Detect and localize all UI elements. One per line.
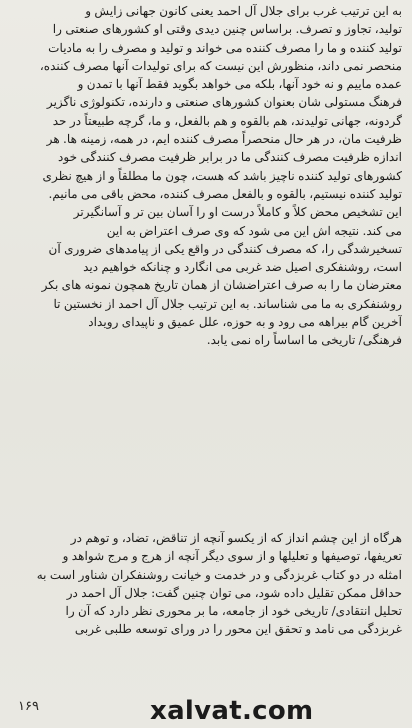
text-line: امثله در دو کتاب غربزدگی و در خدمت و خیانت روشنفکران شناور است به <box>36 567 402 582</box>
text-line: تعریفها، توصیفها و تعلیلها و از سوی دیگر آنچه از هرج و مرج شواهد و <box>62 549 402 564</box>
text-line: تولید کننده نیستیم، بالقوه و بالفعل مصرف کننده، محض باقی می مانیم. <box>48 186 402 201</box>
text-line: هرگاه از این چشم انداز که از یکسو آنچه از تناقض، تضاد، و توهم در <box>70 531 402 545</box>
text-line: فرهنگ مستولی شان بعنوان کشورهای صنعتی و دارنده، تکنولوژی ناگزیر <box>46 95 402 110</box>
text-line: روشنفکری به ما می شناساند. به این ترتیب جلال آل احمد از نخستین تا <box>53 296 402 311</box>
text-line: غربزدگی می نامد و تحقق این محور را در ورای توسعه طلبی غربی <box>74 622 402 637</box>
watermark-text: xalvat.com <box>150 696 314 726</box>
text-line: به این ترتیب غرب برای جلال آل احمد یعنی کانون جهانی زایش و <box>85 4 402 18</box>
paragraph-1 <box>12 2 402 350</box>
text-line: حداقل ممکن تقلیل داده شود، می توان چنین گفت: جلال آل احمد در <box>66 585 402 600</box>
text-line: کشورهای تولید کننده ناچیز باشد که هست، چون ما مطلقاً و از هیچ نظری <box>42 168 402 183</box>
text-line: تولید، تجاوز و تصرف. براساس چنین دیدی وقتی او کشورهای صنعتی را <box>52 22 402 37</box>
text-line: فرهنگی/ تاریخی ما اساساً راه نمی یابد. <box>206 333 402 348</box>
text-line: عمده ماییم و نه خود آنها، بلکه می خواهد بگوید فقط آنها با تمدن و <box>77 77 402 92</box>
text-line: معترضان ما را به صرف اعتراضشان از همان تاریخ همچون نمونه های بکر <box>41 278 402 293</box>
text-line: ظرفیت مان، در هر حال منحصراً مصرف کننده ایم، در همه، زمینه ها. هر <box>46 132 402 147</box>
paragraph-2 <box>12 529 402 639</box>
text-line: این تشخیص محض کلاً و کاملاً درست او را آسان بین تر و آسانگیرتر <box>73 205 402 220</box>
page-number: ۱۶۹ <box>18 699 39 714</box>
text-line: است، روشنفکری اصیل ضد غربی می انگارد و چنانکه خواهیم دید <box>83 260 402 275</box>
page-footer <box>0 692 412 728</box>
text-line: تسخیرشدگی را، که مصرف کنندگی در واقع یکی از پیامدهای ضروری آن <box>48 241 402 256</box>
text-line: تحلیل انتقادی/ تاریخی خود از جامعه، ما بر محوری نظر دارد که آن را <box>65 604 402 619</box>
text-line: می کند. نتیجه اش این می شود که وی صرف اعتراض به این <box>106 223 402 238</box>
text-line: گردونه، جهانی تولیدند، هم بالقوه و هم بالفعل، و ما، گرچه طبیعتاً در حد <box>52 113 402 128</box>
text-line: اندازه ظرفیت مصرف کنندگی ما در برابر ظرفیت مصرف کنندگی خود <box>57 150 402 165</box>
text-line: منحصر نمی داند، منظورش این نیست که برای تولیدات آنها مصرف کننده، <box>39 58 402 73</box>
text-line: تولید کننده و ما را مصرف کننده می خواند و تولید و مصرف را به مادیات <box>48 40 402 55</box>
text-line: آخرین گام بیراهه می رود و به حوزه، علل عمیق و ناپیدای رویداد <box>88 315 402 330</box>
